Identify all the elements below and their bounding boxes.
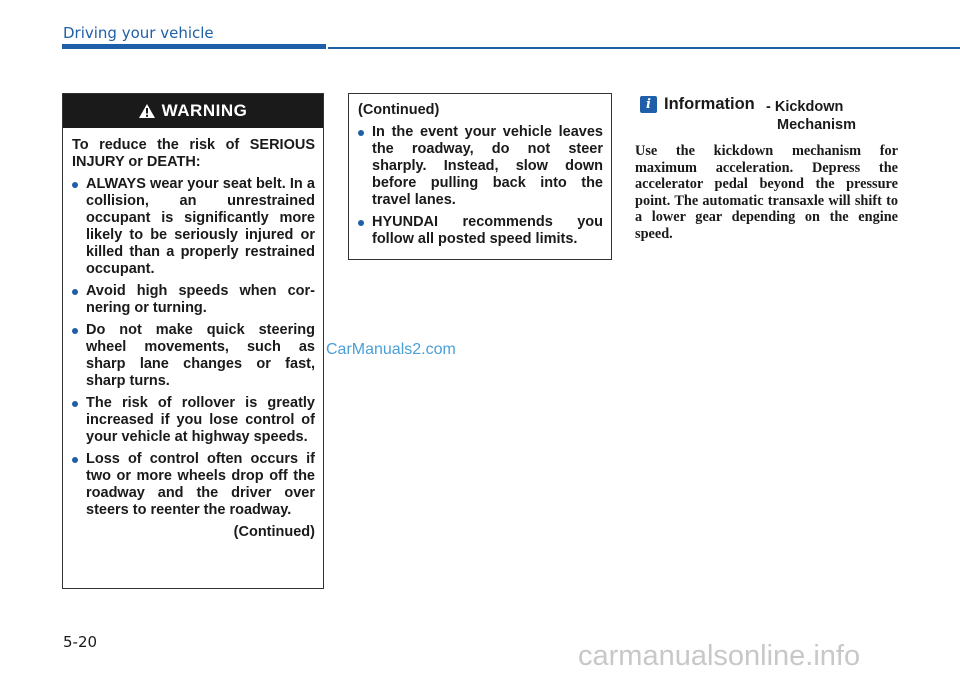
warning-title: WARNING	[161, 101, 248, 120]
bullet-dot-icon	[358, 130, 364, 136]
warning-bullet-text: Do not make quick steering wheel movements, such as sharp lane changes or fast, sharp turns.	[86, 322, 315, 389]
warning-bullet	[72, 451, 315, 519]
header-rule-thick	[62, 44, 326, 49]
warning-bullet	[72, 395, 315, 446]
bullet-dot-icon	[72, 289, 78, 295]
bullet-dot-icon	[72, 182, 78, 188]
warning-header	[63, 94, 323, 128]
warning-box	[62, 93, 324, 589]
header-rule-thin	[328, 47, 960, 49]
warning-body	[63, 128, 323, 541]
continued-warning-box	[348, 93, 612, 260]
watermark-link[interactable]: CarManuals2.com	[326, 341, 456, 358]
watermark-footer: carmanualsonline.info	[578, 640, 861, 672]
bullet-dot-icon	[72, 328, 78, 334]
continued-label: (Continued)	[358, 102, 440, 118]
bullet-dot-icon	[72, 457, 78, 463]
warning-bullet	[72, 176, 315, 278]
continued-bullet-list	[358, 124, 603, 248]
page-number: 5-20	[63, 633, 98, 651]
warning-bullet-list	[72, 176, 315, 519]
warning-bullet-text: Loss of control often occurs if two or more wheels drop off the roadway and the driver over steers to reenter the roadway.	[86, 451, 315, 518]
warning-bullet-text: Avoid high speeds when cor-nering or turning.	[86, 283, 315, 316]
section-title: Driving your vehicle	[63, 24, 214, 42]
information-label: Information	[664, 95, 755, 113]
bullet-dot-icon	[358, 220, 364, 226]
continued-bullet	[358, 214, 603, 248]
continued-bullet	[358, 124, 603, 209]
warning-intro: To reduce the risk of SERIOUS INJURY or DEATH:	[72, 137, 315, 170]
warning-triangle-icon	[139, 104, 155, 118]
information-subtitle: - Kickdown	[766, 99, 844, 115]
bullet-dot-icon	[72, 401, 78, 407]
information-body: Use the kickdown mechanism for maximum acceleration. Depress the accelerator pedal beyond the pressure point. The automatic transaxle will shift to a lower gear depending on the engine speed.	[635, 143, 898, 242]
warning-bullet-text: ALWAYS wear your seat belt. In a collision, an unrestrained occupant is significantly more likely to be seriously injured or killed than a properly restrained occupant.	[86, 176, 315, 277]
continued-bullet-text: In the event your vehicle leaves the roadway, do not steer sharply. Instead, slow down before pulling back into the travel lanes.	[372, 124, 603, 208]
information-subtitle-cont: Mechanism	[777, 117, 856, 133]
warning-bullet-text: The risk of rollover is greatly increased if you lose control of your vehicle at highway speeds.	[86, 395, 315, 445]
warning-bullet	[72, 322, 315, 390]
continued-bullet-text: HYUNDAI recommends you follow all posted speed limits.	[372, 214, 603, 247]
info-icon: i	[640, 96, 657, 113]
warning-bullet	[72, 283, 315, 317]
warning-continued: (Continued)	[233, 524, 315, 540]
